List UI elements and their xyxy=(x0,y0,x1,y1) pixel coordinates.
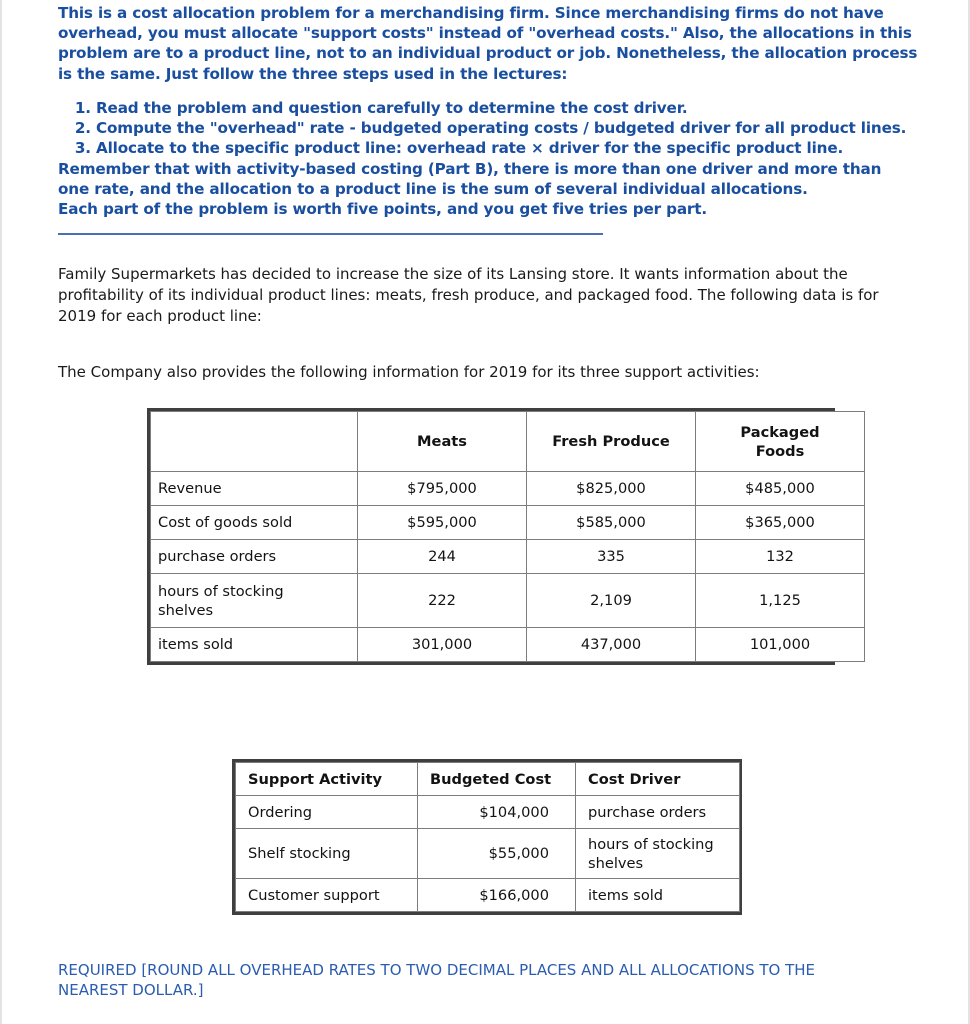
header-cell-support-activity: Support Activity xyxy=(236,763,418,796)
cell-revenue-meats: $795,000 xyxy=(358,472,527,506)
cell-cogs-fresh-produce: $585,000 xyxy=(527,506,696,540)
row-label-hours-line2: shelves xyxy=(158,601,214,619)
cell-items-sold-fresh-produce: 437,000 xyxy=(527,628,696,662)
table-row xyxy=(151,506,865,540)
table-row xyxy=(151,540,865,574)
cell-items-sold-meats: 301,000 xyxy=(358,628,527,662)
cell-cogs-packaged-foods: $365,000 xyxy=(696,506,865,540)
row-label-revenue: Revenue xyxy=(151,472,358,506)
cell-hours-stocking-fresh-produce: 2,109 xyxy=(527,574,696,628)
support-activity-table-grid xyxy=(235,762,740,912)
section-divider-rule xyxy=(58,233,603,235)
cell-activity-shelf-stocking: Shelf stocking xyxy=(236,829,418,879)
support-activity-table-head xyxy=(236,763,740,796)
instructions-intro-paragraph: This is a cost allocation problem for a merchandising firm. Since merchandising firms do not have overhead, you must allocate "support costs" instead of "overhead costs." Also, the allocations in this problem are to a product line, not to an individual product or job. Nonetheless, the allocation process is the same. Just follow the three steps used in the lectures: xyxy=(58,4,918,83)
document-content xyxy=(58,0,938,398)
cell-cost-customer-support: $166,000 xyxy=(418,879,576,912)
table-row xyxy=(151,628,865,662)
row-label-hours-line1: hours of stocking xyxy=(158,582,284,600)
instructions-step-3: 3. Allocate to the specific product line: overhead rate × driver for the specific product line. xyxy=(96,138,956,158)
support-activity-table-body xyxy=(236,796,740,912)
table-row xyxy=(151,472,865,506)
product-line-table-grid xyxy=(150,411,865,662)
cell-driver-ordering: purchase orders xyxy=(576,796,740,829)
problem-scenario-paragraph: Family Supermarkets has decided to increase the size of its Lansing store. It wants information about the profitability of its individual product lines: meats, fresh produce, and packaged food. The following data is for 2019 for each product line: xyxy=(58,265,879,326)
cell-revenue-packaged-foods: $485,000 xyxy=(696,472,865,506)
cell-driver-shelf-stocking-line1: hours of stocking xyxy=(588,835,714,853)
header-cell-fresh-produce: Fresh Produce xyxy=(527,412,696,472)
header-cell-corner xyxy=(151,412,358,472)
cell-purchase-orders-fresh-produce: 335 xyxy=(527,540,696,574)
table-row xyxy=(151,574,865,628)
cell-cost-ordering: $104,000 xyxy=(418,796,576,829)
cell-cogs-meats: $595,000 xyxy=(358,506,527,540)
cell-hours-stocking-meats: 222 xyxy=(358,574,527,628)
instructions-points-paragraph: Each part of the problem is worth five points, and you get five tries per part. xyxy=(58,200,707,219)
row-label-hours-of-stocking-shelves xyxy=(151,574,358,628)
cell-cost-shelf-stocking: $55,000 xyxy=(418,829,576,879)
table-row xyxy=(236,829,740,879)
table-row xyxy=(236,796,740,829)
instructions-block xyxy=(58,0,938,219)
row-label-cost-of-goods-sold: Cost of goods sold xyxy=(151,506,358,540)
cell-items-sold-packaged-foods: 101,000 xyxy=(696,628,865,662)
instructions-steps-list xyxy=(58,98,956,159)
cell-hours-stocking-packaged-foods: 1,125 xyxy=(696,574,865,628)
table-header-row xyxy=(236,763,740,796)
header-cell-packaged-foods xyxy=(696,412,865,472)
support-activity-table xyxy=(232,759,742,915)
header-cell-meats: Meats xyxy=(358,412,527,472)
header-cell-budgeted-cost: Budgeted Cost xyxy=(418,763,576,796)
cell-revenue-fresh-produce: $825,000 xyxy=(527,472,696,506)
row-label-items-sold: items sold xyxy=(151,628,358,662)
product-line-table-head xyxy=(151,412,865,472)
table-header-row xyxy=(151,412,865,472)
header-packaged-foods-line1: Packaged xyxy=(740,423,820,441)
cell-activity-customer-support: Customer support xyxy=(236,879,418,912)
instructions-remember-paragraph: Remember that with activity-based costing (Part B), there is more than one driver and more than one rate, and the allocation to a product line is the sum of several individual allocations. xyxy=(58,159,882,198)
table-row xyxy=(236,879,740,912)
product-line-data-table xyxy=(147,408,835,665)
header-cell-cost-driver: Cost Driver xyxy=(576,763,740,796)
row-label-purchase-orders: purchase orders xyxy=(151,540,358,574)
product-line-table-body xyxy=(151,472,865,662)
problem-support-intro-paragraph: The Company also provides the following information for 2019 for its three support activities: xyxy=(58,363,760,382)
required-instructions-note: REQUIRED [ROUND ALL OVERHEAD RATES TO TWO DECIMAL PLACES AND ALL ALLOCATIONS TO THE NEAREST DOLLAR.] xyxy=(58,961,816,999)
cell-driver-shelf-stocking xyxy=(576,829,740,879)
cell-purchase-orders-packaged-foods: 132 xyxy=(696,540,865,574)
cell-purchase-orders-meats: 244 xyxy=(358,540,527,574)
instructions-step-1: 1. Read the problem and question carefully to determine the cost driver. xyxy=(96,98,956,118)
instructions-step-2: 2. Compute the "overhead" rate - budgeted operating costs / budgeted driver for all product lines. xyxy=(96,118,956,138)
cell-driver-customer-support: items sold xyxy=(576,879,740,912)
header-packaged-foods-line2: Foods xyxy=(755,442,805,460)
cell-activity-ordering: Ordering xyxy=(236,796,418,829)
cell-driver-shelf-stocking-line2: shelves xyxy=(588,854,644,872)
